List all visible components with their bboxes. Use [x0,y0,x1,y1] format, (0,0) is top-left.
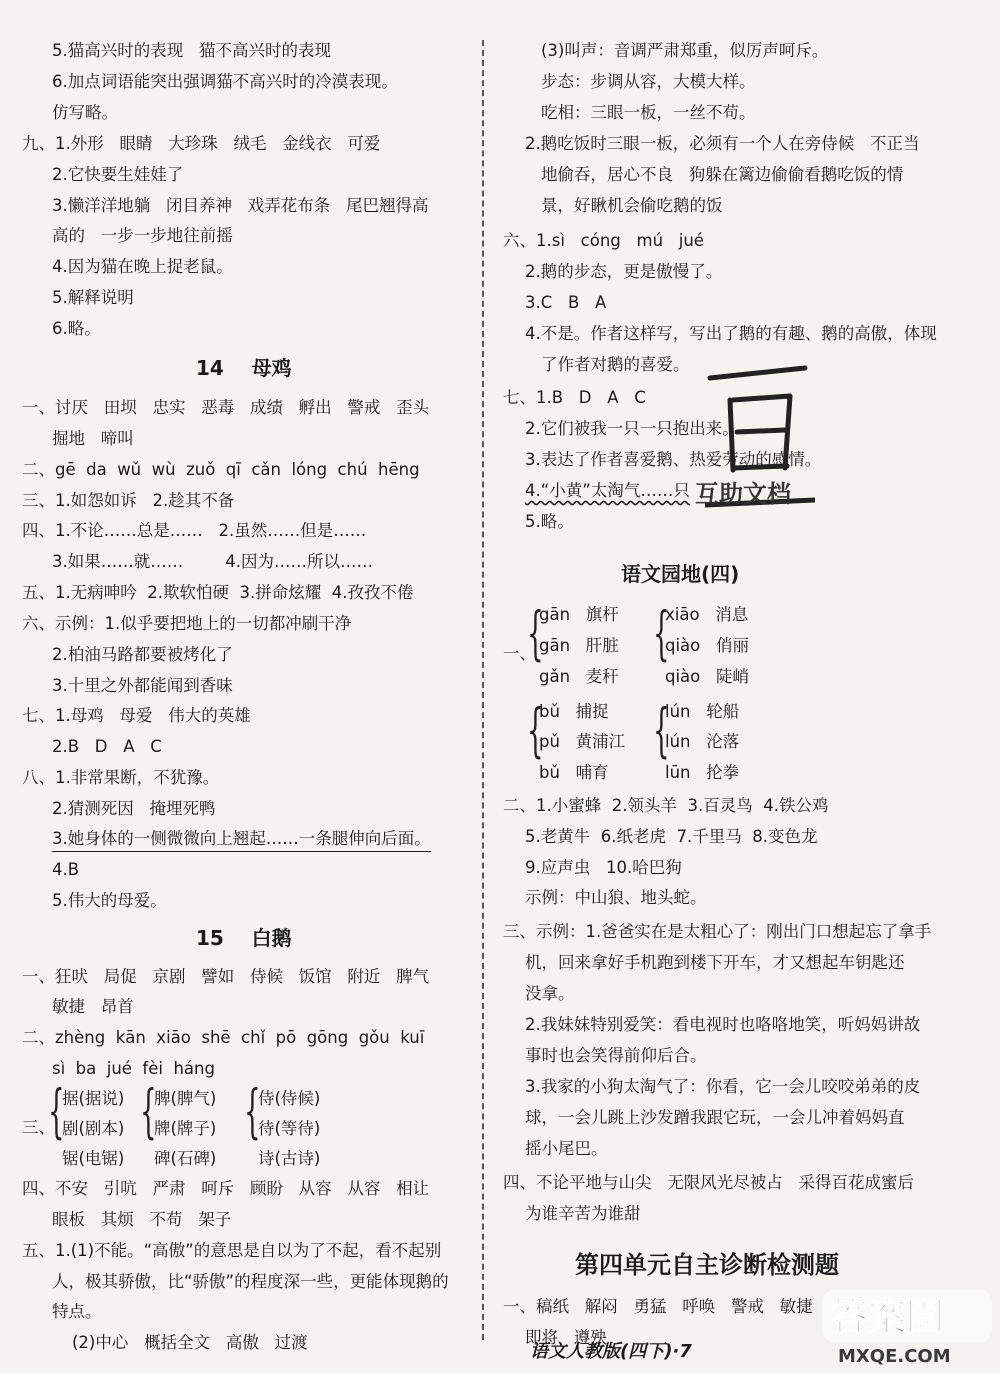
item-number: 一、 [503,644,536,663]
text-line: lún 轮船 [665,702,740,721]
text-line: 仿写略。 [52,103,118,122]
brace-icon: { [140,1077,157,1145]
text-line: 七、1.B D A C [503,388,646,407]
text-line: 机，回来拿好手机跑到楼下开车，才又想起车钥匙还 [525,953,905,972]
text-line: 3.C B A [525,293,607,312]
text-line: qiào 陡峭 [665,667,749,686]
text-line: 敏捷 昂首 [52,997,134,1016]
text-line: 牌(牌子) [154,1119,217,1138]
text-line: 锯(电锯) [62,1149,125,1168]
text-line: 6.略。 [52,319,101,338]
section-title-14: 14 母鸡 [196,356,292,380]
wavy-underlined-answer: 4.“小黄”太淘气……只 [525,481,690,500]
text-line: 为谁辛苦为谁甜 [525,1204,641,1223]
text-line: 5.略。 [525,512,574,531]
text-line: 2.鹅吃饭时三眼一板，必须有一个人在旁侍候 不正当 [525,134,920,153]
brace-icon: { [653,696,670,764]
text-line: 2.猜测死因 掩埋死鸭 [52,799,216,818]
site-logo [820,1286,995,1368]
text-line: 一、稿纸 解闷 勇猛 呼唤 警戒 敏捷 [503,1297,813,1316]
text-line: gǎn 麦秆 [539,667,619,686]
text-line: 3.如果……就…… 4.因为……所以…… [52,552,373,571]
text-line: 脾(脾气) [154,1089,217,1108]
text-line: qiào 俏丽 [665,636,749,655]
text-line: 剧(剧本) [62,1119,125,1138]
text-line: 了作者对鹅的喜爱。 [541,355,690,374]
brace-icon: { [244,1077,261,1145]
text-line: 二、gē da wǔ wù zuǒ qī cǎn lóng chú hēng [22,460,420,479]
text-line: 六、1.sì cóng mú jué [503,231,704,250]
text-line: 2.柏油马路都要被烤化了 [52,645,233,664]
text-line: 景，好瞅机会偷吃鹅的饭 [541,196,723,215]
text-line: 5.老黄牛 6.纸老虎 7.千里马 8.变色龙 [525,827,818,846]
text-line: 球，一会儿跳上沙发蹭我跟它玩，一会儿冲着妈妈直 [525,1108,905,1127]
text-line: 三、1.如怨如诉 2.趁其不备 [22,491,235,510]
text-line: gān 旗杆 [539,605,619,624]
section-title-yuwen-yuandi: 语文园地(四) [621,562,740,586]
text-line: 五、1.无病呻吟 2.欺软怕硬 3.拼命炫耀 4.孜孜不倦 [22,583,414,602]
text-line: sì ba jué fèi háng [52,1059,215,1078]
text-line: 6.加点词语能突出强调猫不高兴时的冷漠表现。 [52,72,398,91]
text-line: 眼板 其烦 不苟 架子 [52,1210,232,1229]
text-line: xiāo 消息 [665,605,749,624]
text-line: 四、不安 引吭 严肃 呵斥 顾盼 从容 从容 相让 [22,1179,430,1198]
text-line: 八、1.非常果断，不犹豫。 [22,768,220,787]
text-line: 吃相：三眼一板，一丝不苟。 [541,103,756,122]
text-line: 5.伟大的母爱。 [52,891,167,910]
text-line: 事时也会笑得前仰后合。 [525,1046,707,1065]
text-line: (2)中心 概括全文 高傲 过渡 [72,1333,308,1352]
text-line: 高的 一步一步地往前摇 [52,226,233,245]
text-line: 人，极其骄傲，比“骄傲”的程度深一些，更能体现鹅的 [52,1272,449,1291]
text-line: gān 肝脏 [539,636,619,655]
text-line: 即将 遵殃 [525,1328,607,1347]
brace-icon: { [653,599,670,667]
brace-icon: { [527,696,544,764]
section-title-unit-test: 第四单元自主诊断检测题 [575,1251,839,1279]
text-line: 步态：步调从容，大模大样。 [541,72,756,91]
text-line: 待(等待) [258,1119,321,1138]
text-line: 没拿。 [525,984,575,1003]
text-line: 特点。 [52,1302,102,1321]
text-line: 四、1.不论……总是…… 2.虽然……但是…… [22,521,367,540]
text-line: 3.表达了作者喜爱鹅、热爱劳动的感情。 [525,450,822,469]
text-line: 3.懒洋洋地躺 闭目养神 戏弄花布条 尾巴翘得高 [52,196,429,215]
text-line: 2.它们被我一只一只抱出来。 [525,419,739,438]
text-line: 3.十里之外都能闻到香味 [52,676,233,695]
text-line: 地偷吞，居心不良 狗躲在篱边偷偷看鹅吃饭的情 [541,165,904,184]
text-line: 二、1.小蜜蜂 2.领头羊 3.百灵鸟 4.铁公鸡 [503,796,829,815]
text-line: 七、1.母鸡 母爱 伟大的英雄 [22,706,251,725]
text-line: 据(据说) [62,1089,125,1108]
text-line: 诗(古诗) [258,1149,321,1168]
svg-text:答案圈: 答案圈 [830,1295,945,1339]
svg-text:MXQE.COM: MXQE.COM [838,1346,951,1367]
text-line: 一、讨厌 田坝 忠实 恶毒 成绩 孵出 警戒 歪头 [22,398,430,417]
text-line: 2.鹅的步态，更是傲慢了。 [525,262,723,281]
text-line: 3.我家的小狗太淘气了：你看，它一会儿咬咬弟弟的皮 [525,1077,921,1096]
text-line: bǔ 捕捉 [539,702,609,721]
text-line: 4.不是。作者这样写，写出了鹅的有趣、鹅的高傲，体现 [525,324,937,343]
text-line: 2.我妹妹特别爱笑：看电视时也咯咯地笑，听妈妈讲故 [525,1015,921,1034]
item-number: 三、 [22,1118,55,1137]
text-line: 侍(侍候) [258,1089,321,1108]
text-line: 9.应声虫 10.哈巴狗 [525,858,682,877]
text-line: 四、不论平地与山尖 无限风光尽被占 采得百花成蜜后 [503,1173,914,1192]
text-line: 二、zhèng kān xiāo shē chǐ pō gōng gǒu kuī [22,1028,425,1047]
text-line: 六、示例：1.似乎要把地上的一切都冲刷干净 [22,614,352,633]
text-line: 5.解释说明 [52,288,134,307]
text-line: 4.B [52,860,80,879]
text-line: 2.它快要生娃娃了 [52,165,184,184]
text-line: (3)叫声：音调严肃郑重，似厉声呵斥。 [541,41,829,60]
text-line: 掘地 啼叫 [52,429,134,448]
text-line: 五、1.(1)不能。“高傲”的意思是自以为了不起，看不起别 [22,1241,442,1260]
text-line: bǔ 哺育 [539,763,609,782]
text-line: pǔ 黄浦江 [539,732,626,751]
brace-icon: { [48,1077,65,1145]
text-line: 4.因为猫在晚上捉老鼠。 [52,257,233,276]
text-line: 一、狂吠 局促 京剧 譬如 侍候 饭馆 附近 脾气 [22,967,430,986]
brace-icon: { [527,599,544,667]
text-line: lūn 抡拳 [665,763,740,782]
text-line: 示例：中山狼、地头蛇。 [525,888,707,907]
section-title-15: 15 白鹅 [196,926,292,950]
text-line: lún 沦落 [665,732,740,751]
text-line: 5.猫高兴时的表现 猫不高兴时的表现 [52,41,331,60]
text-line: 摇小尾巴。 [525,1139,608,1158]
text-line: 2.B D A C [52,737,162,756]
watermark-text: 互助文档 [695,480,791,508]
text-line: 碑(石碑) [154,1149,217,1168]
underlined-answer: 3.她身体的一侧微微向上翘起……一条腿伸向后面。 [52,828,431,852]
text-line: 三、示例：1.爸爸实在是太粗心了：刚出门口想起忘了拿手 [503,922,932,941]
page-footer: 语文人教版(四下)·7 [530,1341,692,1362]
text-line: 九、1.外形 眼睛 大珍珠 绒毛 金线衣 可爱 [22,134,381,153]
column-divider [482,40,484,1340]
